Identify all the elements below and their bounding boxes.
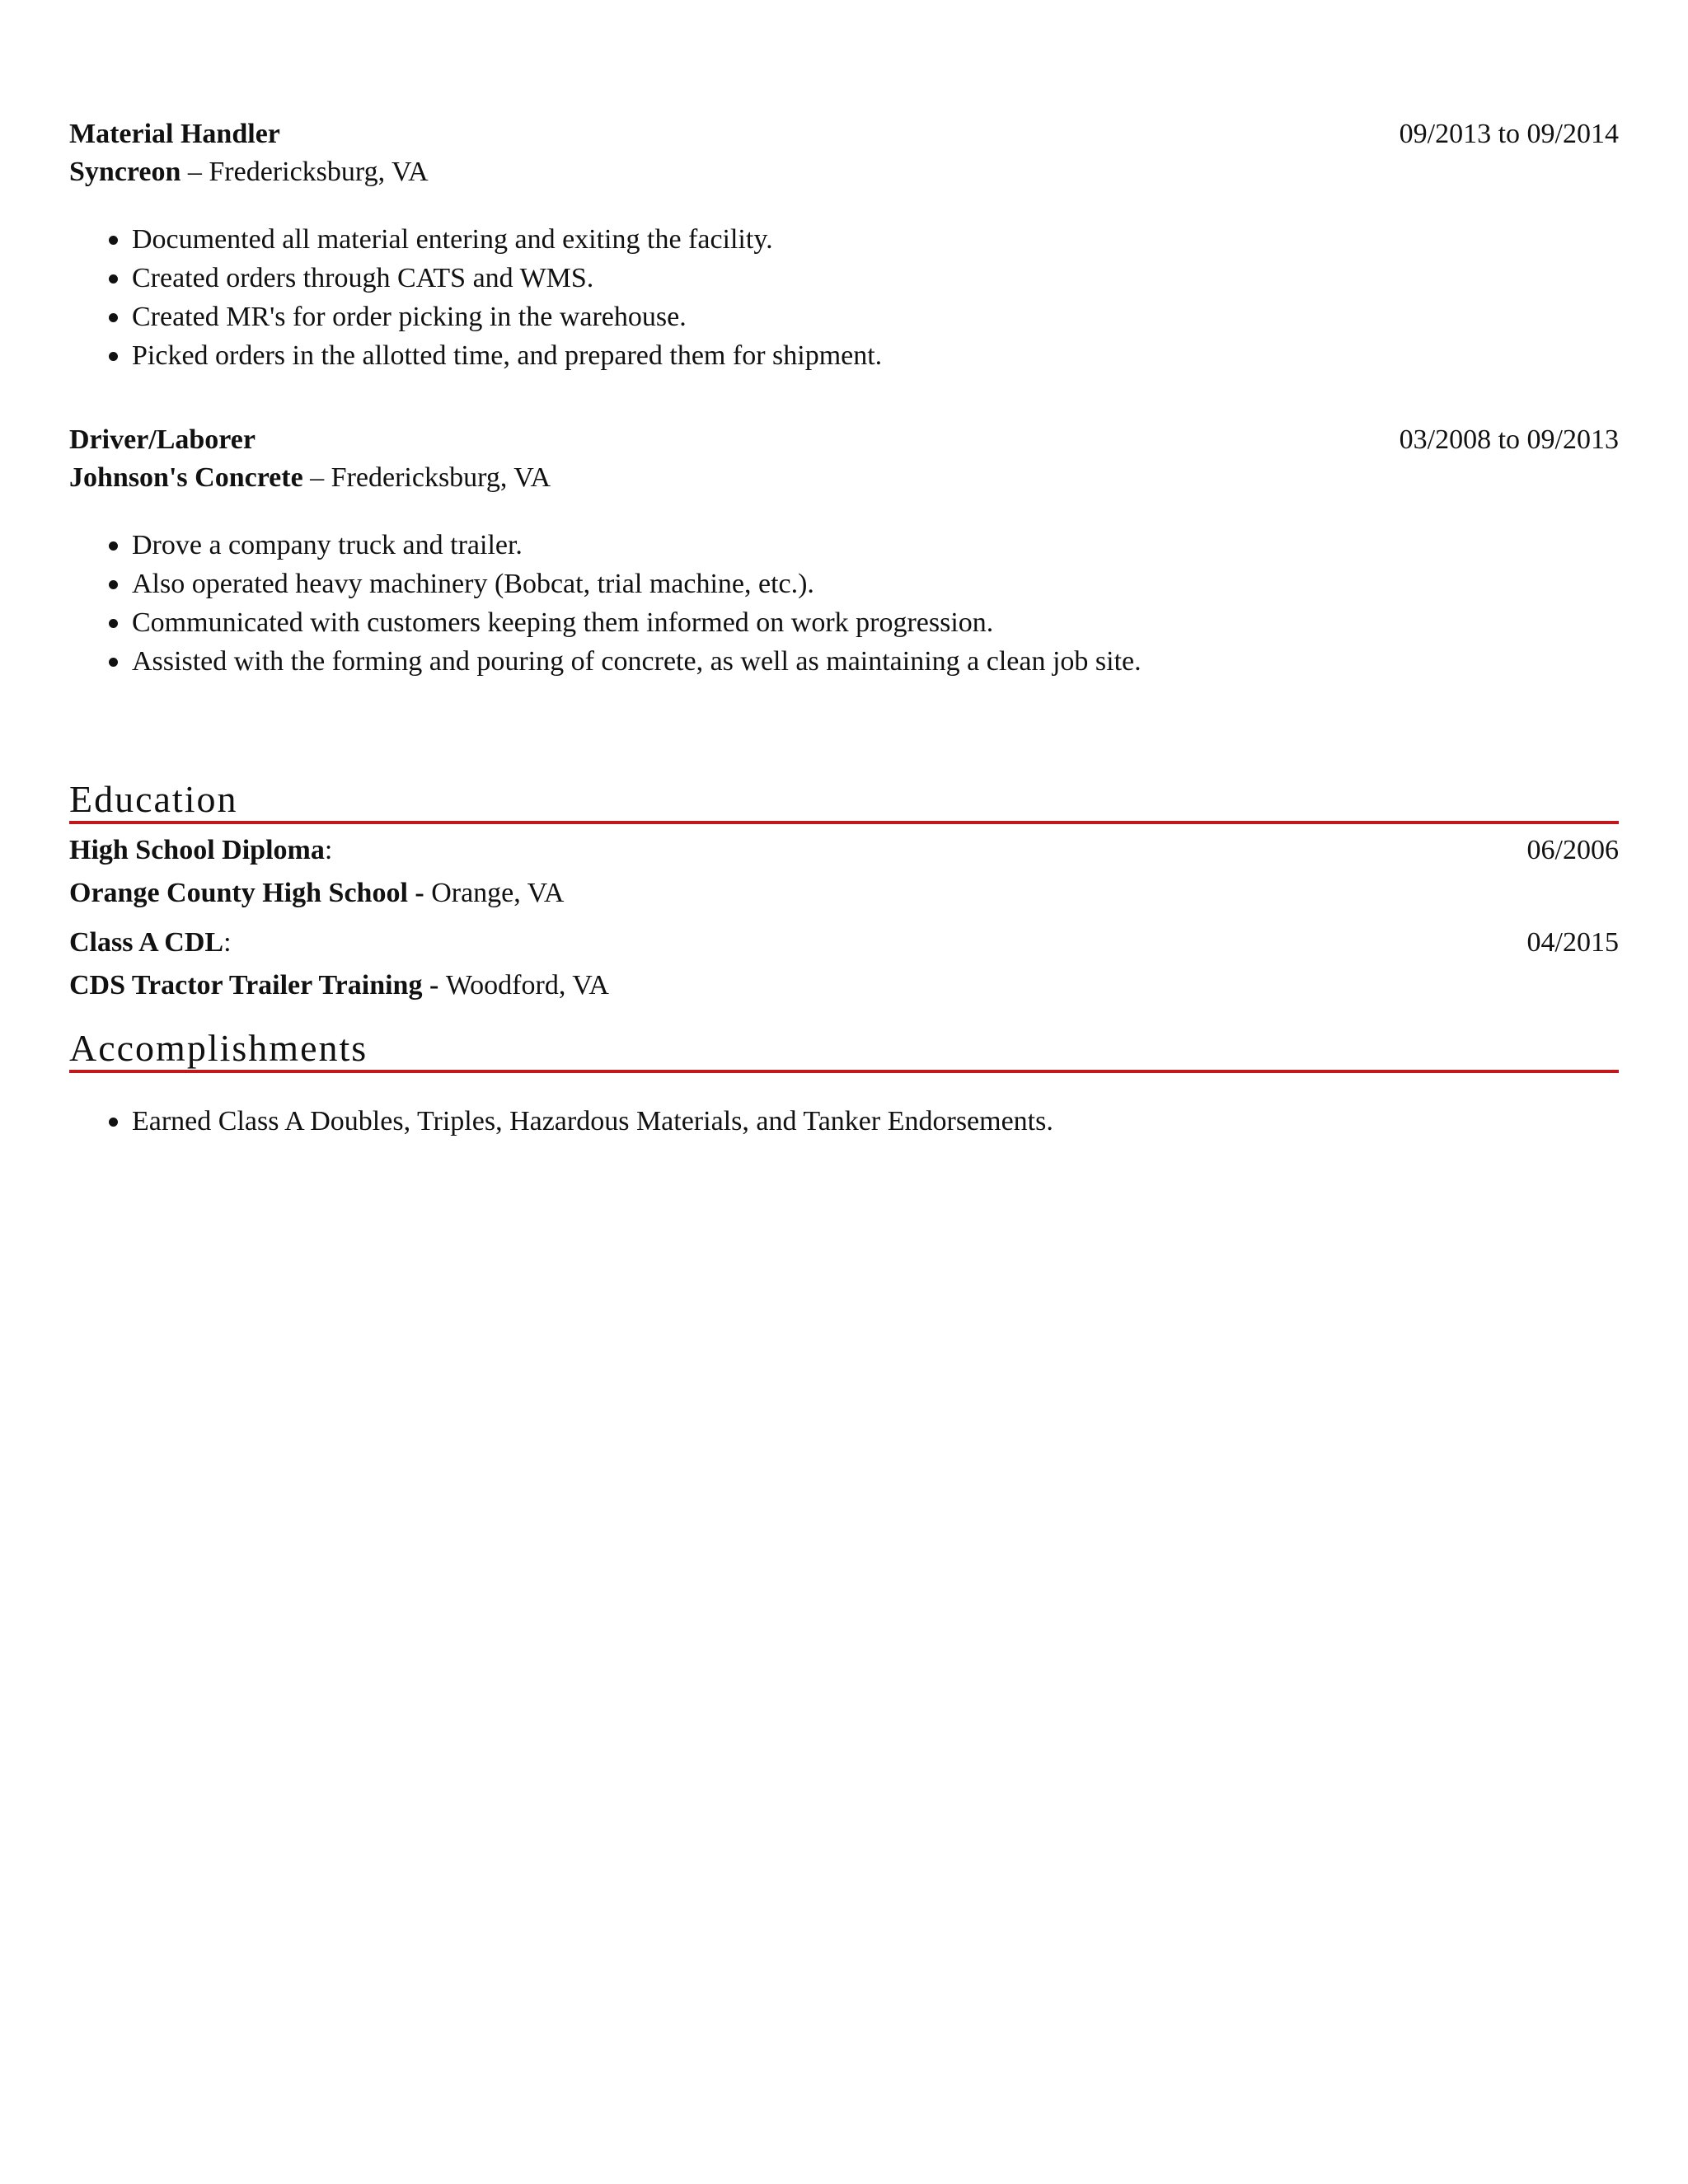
company-location: Fredericksburg, VA — [209, 157, 429, 187]
school-dash: - — [422, 970, 446, 1001]
school-name: Orange County High School — [69, 878, 408, 908]
degree-colon: : — [324, 835, 333, 865]
school-location: Orange, VA — [431, 878, 565, 908]
job-dates: 09/2013 to 09/2014 — [1399, 119, 1619, 149]
job-bullets — [69, 526, 1619, 681]
education-header — [69, 831, 1619, 870]
job-title: Material Handler — [69, 119, 280, 149]
resume-page — [69, 0, 1619, 1141]
accomplishments-list — [69, 1102, 1619, 1141]
degree-line — [69, 923, 232, 963]
education-entry — [69, 831, 1619, 916]
school-line — [69, 870, 1619, 916]
job-header — [69, 421, 1619, 459]
school-dash: - — [407, 878, 432, 908]
list-item: Created MR's for order picking in the warehouse. — [106, 298, 1619, 336]
school-line — [69, 963, 1619, 1009]
list-item: Picked orders in the allotted time, and prepared them for shipment. — [106, 336, 1619, 375]
company-name: Johnson's Concrete — [69, 462, 303, 493]
section-heading-accomplishments: Accomplishments — [69, 1027, 1619, 1073]
experience-entry — [69, 115, 1619, 375]
list-item: Also operated heavy machinery (Bobcat, trial machine, etc.). — [106, 565, 1619, 603]
education-header — [69, 923, 1619, 963]
experience-entry — [69, 421, 1619, 681]
job-bullets — [69, 220, 1619, 375]
degree-line — [69, 831, 332, 870]
company-location: Fredericksburg, VA — [331, 462, 551, 493]
degree-name: High School Diploma — [69, 835, 325, 865]
employer-separator: – — [181, 157, 209, 187]
education-date: 04/2015 — [1526, 927, 1619, 958]
company-name: Syncreon — [69, 157, 181, 187]
education-date: 06/2006 — [1526, 835, 1619, 865]
list-item: Created orders through CATS and WMS. — [106, 259, 1619, 298]
list-item: Communicated with customers keeping them informed on work progression. — [106, 603, 1619, 642]
school-name: CDS Tractor Trailer Training — [69, 970, 423, 1001]
list-item: Earned Class A Doubles, Triples, Hazardous Materials, and Tanker Endorsements. — [106, 1102, 1619, 1141]
school-location: Woodford, VA — [445, 970, 609, 1001]
list-item: Drove a company truck and trailer. — [106, 526, 1619, 565]
job-header — [69, 115, 1619, 153]
degree-name: Class A CDL — [69, 927, 224, 958]
list-item: Assisted with the forming and pouring of concrete, as well as maintaining a clean job site. — [106, 642, 1619, 681]
degree-colon: : — [223, 927, 232, 958]
employer-separator: – — [302, 462, 331, 493]
education-entry — [69, 923, 1619, 1009]
job-dates: 03/2008 to 09/2013 — [1399, 424, 1619, 455]
employer-line — [69, 153, 1619, 191]
section-heading-education: Education — [69, 778, 1619, 824]
employer-line — [69, 459, 1619, 497]
job-title: Driver/Laborer — [69, 424, 256, 455]
list-item: Documented all material entering and exiting the facility. — [106, 220, 1619, 259]
